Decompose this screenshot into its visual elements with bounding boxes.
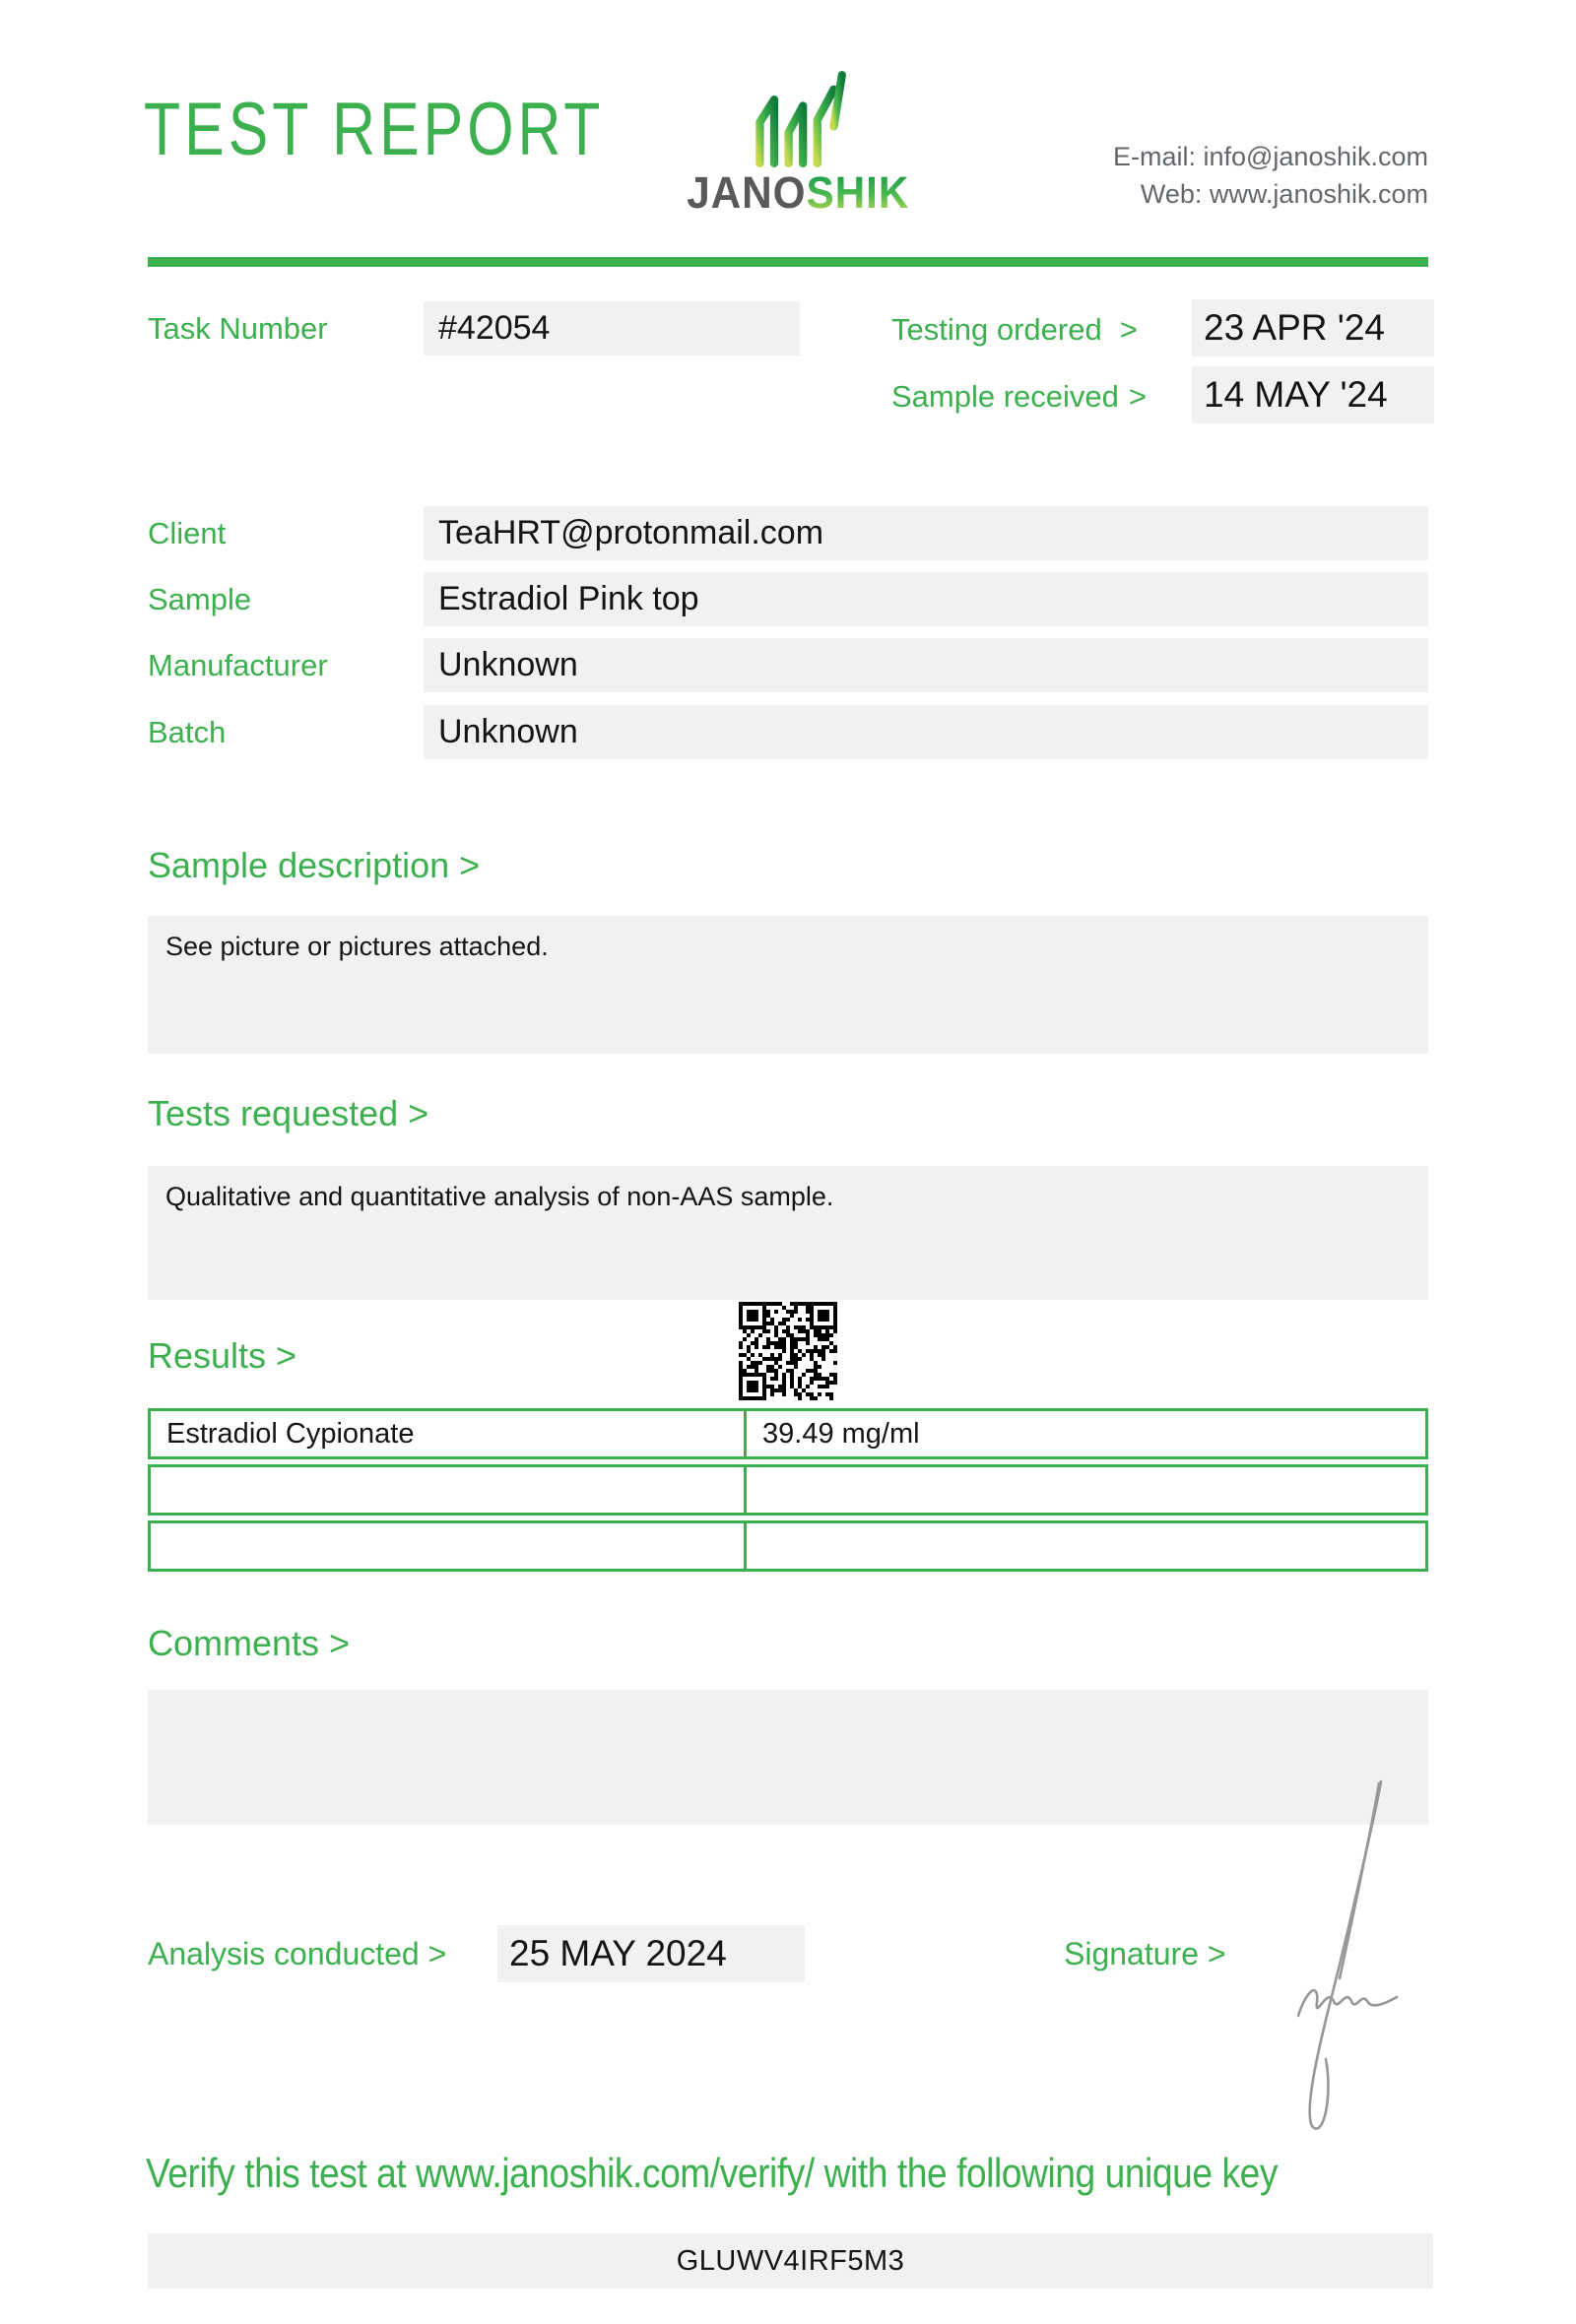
sample-received-box <box>1192 366 1434 423</box>
detail-box-batch <box>424 705 1428 759</box>
detail-value-batch: Unknown <box>438 713 578 750</box>
task-number-box <box>424 301 800 355</box>
testing-ordered-row <box>891 301 1138 358</box>
analysis-date-value: 25 MAY 2024 <box>509 1933 727 1973</box>
janoshik-chart-icon <box>741 69 857 167</box>
detail-box-manufacturer <box>424 638 1428 692</box>
table-row <box>148 1520 1428 1572</box>
section-heading-results: Results > <box>148 1335 297 1376</box>
signature-label: Signature > <box>1064 1935 1226 1971</box>
sample-description-box <box>148 916 1428 1054</box>
sample-received-value: 14 MAY '24 <box>1204 374 1388 415</box>
analysis-conducted-label: Analysis conducted > <box>148 1935 447 1971</box>
page-title: TEST REPORT <box>144 88 605 171</box>
detail-label-batch: Batch <box>148 714 227 749</box>
detail-box-client <box>424 506 1428 560</box>
testing-ordered-label: Testing ordered <box>891 312 1102 347</box>
detail-value-manufacturer: Unknown <box>438 646 578 683</box>
logo-text-jano: JANO <box>687 167 807 218</box>
comments-box <box>148 1690 1428 1825</box>
table-row <box>148 1464 1428 1516</box>
task-number-label: Task Number <box>148 310 328 346</box>
logo-wordmark <box>687 167 909 219</box>
verify-key-value: GLUWV4IRF5M3 <box>676 2244 905 2277</box>
detail-label-manufacturer: Manufacturer <box>148 647 328 682</box>
signature-image <box>1271 1768 1399 2152</box>
janoshik-logo <box>680 61 916 219</box>
task-number-value: #42054 <box>438 309 551 347</box>
section-heading-sample-description: Sample description > <box>148 845 481 885</box>
sample-description-text: See picture or pictures attached. <box>165 932 549 961</box>
tests-requested-box <box>148 1166 1428 1300</box>
result-name-cell: Estradiol Cypionate <box>166 1417 415 1450</box>
detail-value-sample: Estradiol Pink top <box>438 580 699 617</box>
sample-received-arrow: > <box>1128 379 1148 414</box>
comments-text <box>148 1690 1428 1721</box>
detail-label-client: Client <box>148 515 227 550</box>
sample-received-row <box>891 368 1147 425</box>
contact-block <box>1113 138 1428 213</box>
verify-text: Verify this test at www.janoshik.com/verify/ with the following unique key <box>146 2150 1278 2196</box>
result-name-cell <box>151 1523 744 1569</box>
section-heading-tests-requested: Tests requested > <box>148 1093 429 1133</box>
logo-text-shik: SHIK <box>806 167 910 218</box>
sample-received-label: Sample received <box>891 379 1119 414</box>
result-value-cell: 39.49 mg/ml <box>762 1417 920 1450</box>
header-rule <box>148 257 1428 267</box>
result-value-cell <box>747 1467 1425 1513</box>
detail-box-sample <box>424 572 1428 626</box>
detail-value-client: TeaHRT@protonmail.com <box>438 514 824 551</box>
analysis-date-box <box>497 1925 805 1982</box>
testing-ordered-value: 23 APR '24 <box>1204 307 1385 348</box>
contact-web-line: Web: www.janoshik.com <box>1140 179 1428 209</box>
contact-email-line: E-mail: info@janoshik.com <box>1112 142 1428 171</box>
tests-requested-text: Qualitative and quantitative analysis of non-AAS sample. <box>165 1182 834 1211</box>
verify-key-box <box>148 2233 1433 2289</box>
detail-label-sample: Sample <box>148 581 252 616</box>
testing-ordered-box <box>1192 299 1434 356</box>
testing-ordered-arrow: > <box>1119 312 1138 347</box>
table-row <box>148 1408 1428 1459</box>
qr-code-image <box>739 1302 837 1400</box>
result-value-cell <box>747 1523 1425 1569</box>
result-name-cell <box>151 1467 744 1513</box>
section-heading-comments: Comments > <box>148 1623 351 1663</box>
